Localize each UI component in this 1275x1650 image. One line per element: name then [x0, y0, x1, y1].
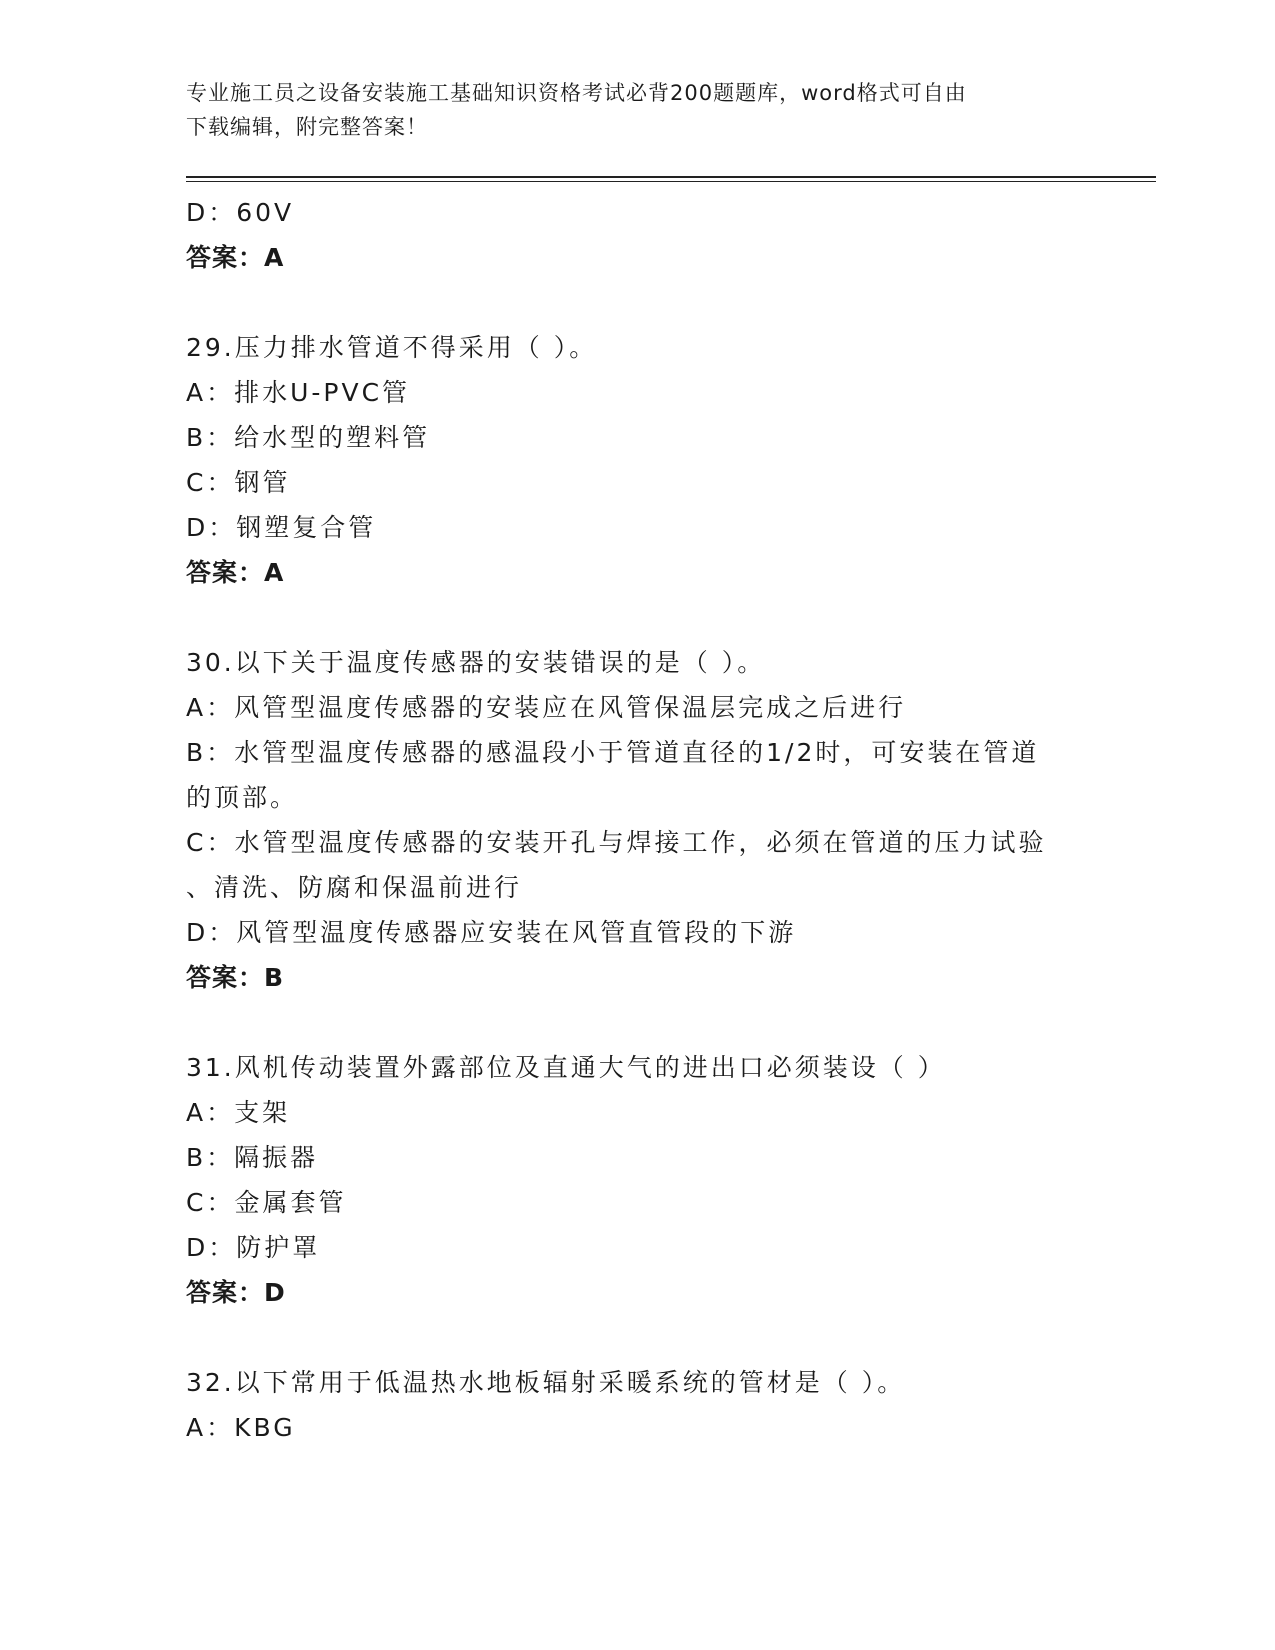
- spacer: [186, 280, 1086, 325]
- header-divider-thin: [186, 181, 1156, 182]
- answer-label: 答案：: [186, 243, 265, 272]
- q29-option-d: D：钢塑复合管: [186, 513, 377, 542]
- spacer: [186, 1315, 1086, 1360]
- q30-answer: [186, 955, 1086, 1000]
- q31-option-d: D：防护罩: [186, 1233, 321, 1262]
- q32-option-a: A：KBG: [186, 1413, 296, 1442]
- answer-value: B: [264, 963, 285, 992]
- answer-value: D: [264, 1278, 286, 1307]
- q30-stem: 30.以下关于温度传感器的安装错误的是（ ）。: [186, 648, 766, 677]
- header-title-line-2: 下载编辑，附完整答案！: [186, 115, 428, 139]
- q30-option-c-cont: 、清洗、防腐和保温前进行: [186, 873, 523, 902]
- q30-option-d: D：风管型温度传感器应安装在风管直管段的下游: [186, 918, 797, 947]
- q30-option-a: A：风管型温度传感器的安装应在风管保温层完成之后进行: [186, 693, 907, 722]
- answer-value: A: [264, 243, 285, 272]
- q29-option-a: A：排水U-PVC管: [186, 378, 411, 407]
- q31-stem: 31.风机传动装置外露部位及直通大气的进出口必须装设（ ）: [186, 1053, 946, 1082]
- q28-option-d: D：60V: [186, 198, 295, 227]
- answer-label: 答案：: [186, 1278, 265, 1307]
- q31-option-c: C：金属套管: [186, 1188, 347, 1217]
- answer-label: 答案：: [186, 963, 265, 992]
- q31-option-a: A：支架: [186, 1098, 291, 1127]
- q29-option-b: B：给水型的塑料管: [186, 423, 431, 452]
- q31-answer: [186, 1270, 1086, 1315]
- spacer: [186, 1000, 1086, 1045]
- q30-option-c: C：水管型温度传感器的安装开孔与焊接工作，必须在管道的压力试验: [186, 828, 1047, 857]
- q32-stem: 32.以下常用于低温热水地板辐射采暖系统的管材是（ ）。: [186, 1368, 906, 1397]
- header-divider-thick: [186, 176, 1156, 178]
- q29-stem: 29.压力排水管道不得采用（ ）。: [186, 333, 598, 362]
- q30-option-b: B：水管型温度传感器的感温段小于管道直径的1/2时，可安装在管道: [186, 738, 1040, 767]
- question-list: [186, 190, 1086, 1450]
- document-header: [186, 76, 1086, 144]
- answer-label: 答案：: [186, 558, 265, 587]
- q30-option-b-cont: 的顶部。: [186, 783, 299, 812]
- q28-answer: [186, 235, 1086, 280]
- spacer: [186, 595, 1086, 640]
- header-title-line-1: 专业施工员之设备安装施工基础知识资格考试必背200题题库，word格式可自由: [186, 81, 967, 105]
- q31-option-b: B：隔振器: [186, 1143, 319, 1172]
- q29-option-c: C：钢管: [186, 468, 291, 497]
- answer-value: A: [264, 558, 285, 587]
- q29-answer: [186, 550, 1086, 595]
